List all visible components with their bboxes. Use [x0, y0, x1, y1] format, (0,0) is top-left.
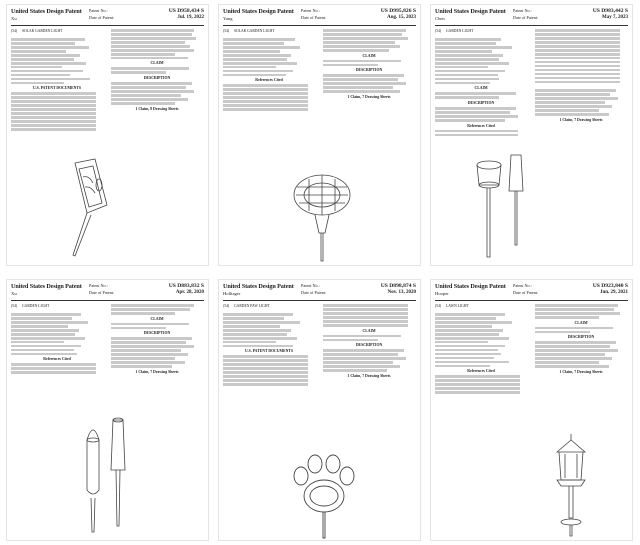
bibliographic-text	[223, 313, 315, 347]
description-heading: DESCRIPTION	[355, 68, 383, 73]
bibliographic-text	[223, 38, 315, 76]
right-column	[323, 29, 415, 101]
figure-caption: 1 Claim, 7 Drawing Sheets	[559, 117, 603, 122]
patent-number: US D923,840 S	[592, 283, 628, 289]
right-column	[535, 29, 627, 124]
header-rule	[435, 25, 628, 26]
patent-page-5	[218, 279, 421, 541]
inventor-name: Yang	[223, 16, 233, 21]
left-column	[223, 304, 315, 387]
garden-light-drawing	[67, 410, 167, 538]
patent-header	[435, 283, 628, 299]
patent-no-label: Patent No.:	[301, 283, 320, 288]
patent-no-label: Patent No.:	[89, 283, 108, 288]
patent-header	[435, 8, 628, 24]
patent-date: Apr. 28, 2020	[175, 290, 204, 295]
description-text	[111, 337, 203, 367]
left-column	[11, 29, 103, 132]
patent-office-title: United States Design Patent	[223, 283, 294, 290]
patent-header	[223, 283, 416, 299]
patent-no-label: Patent No.:	[89, 8, 108, 13]
reference-list	[11, 363, 103, 374]
inventor-name: Chen	[435, 16, 445, 21]
header-rule	[435, 300, 628, 301]
header-rule	[223, 25, 416, 26]
patent-office-title: United States Design Patent	[435, 8, 506, 15]
date-label: Date of Patent:	[513, 15, 539, 20]
patent-date: Jul. 19, 2022	[177, 15, 204, 20]
patent-title: (54) GARDEN PAW LIGHT	[223, 304, 270, 308]
patent-header	[11, 8, 204, 24]
abstract-text	[323, 29, 415, 52]
header-rule	[223, 300, 416, 301]
patent-date: Nov. 13, 2020	[387, 290, 416, 295]
claim-heading: CLAIM	[574, 320, 588, 325]
reference-list	[11, 92, 103, 130]
patent-office-title: United States Design Patent	[435, 283, 506, 290]
description-heading: DESCRIPTION	[467, 101, 495, 105]
right-column	[111, 304, 203, 376]
description-heading: DESCRIPTION	[567, 335, 595, 340]
header-rule	[11, 25, 204, 26]
claim-heading: CLAIM	[362, 328, 376, 333]
patent-page-4	[6, 279, 209, 541]
description-text	[435, 107, 527, 122]
patent-number: US D983,442 S	[592, 8, 628, 14]
paw-light-drawing	[279, 448, 369, 540]
figure-caption: 1 Claim, 7 Drawing Sheets	[559, 369, 603, 374]
bibliographic-text	[11, 313, 103, 355]
patent-page-2	[218, 4, 421, 266]
inventor-name: Xu	[11, 291, 17, 296]
description-heading: DESCRIPTION	[355, 343, 383, 348]
patent-office-title: United States Design Patent	[223, 8, 294, 15]
right-column	[111, 29, 203, 113]
left-column	[435, 29, 527, 138]
abstract-text	[111, 29, 203, 59]
figure-caption: 1 Claim, 7 Drawing Sheets	[347, 373, 391, 378]
references-heading: References Cited	[467, 123, 495, 128]
garden-light-drawing	[47, 155, 137, 265]
reference-list	[223, 355, 315, 385]
patent-office-title: United States Design Patent	[11, 8, 82, 15]
claim-heading: CLAIM	[474, 86, 488, 91]
description-text	[323, 349, 415, 372]
patent-date: Jun. 29, 2021	[599, 290, 628, 295]
description-heading: DESCRIPTION	[143, 331, 171, 336]
bibliographic-text	[435, 38, 527, 84]
left-column	[435, 304, 527, 395]
bibliographic-text	[11, 38, 103, 84]
description-heading: DESCRIPTION	[143, 76, 171, 81]
left-column	[11, 304, 103, 375]
reference-list-cont	[323, 304, 415, 327]
patent-title: (54) SOLAR GARDEN LIGHT	[223, 29, 275, 33]
date-label: Date of Patent:	[89, 15, 115, 20]
lawn-light-drawing	[531, 430, 611, 540]
references-heading: References Cited	[43, 357, 71, 362]
patent-header	[11, 283, 204, 299]
inventor-name: Xu	[11, 16, 17, 21]
garden-light-drawing	[461, 145, 551, 263]
us-docs-heading: U.S. PATENT DOCUMENTS	[244, 349, 294, 354]
description-text	[535, 89, 627, 116]
patent-date: May 7, 2023	[602, 15, 628, 20]
references-heading: References Cited	[467, 369, 495, 374]
reference-list	[435, 375, 527, 394]
patent-no-label: Patent No.:	[301, 8, 320, 13]
description-text	[535, 341, 627, 368]
us-docs-heading: U.S. PATENT DOCUMENTS	[32, 86, 82, 91]
left-column	[223, 29, 315, 112]
right-column	[323, 304, 415, 380]
figure-caption: 1 Claim, 7 Drawing Sheets	[135, 369, 179, 374]
patent-title: (54) GARDEN LIGHT	[435, 29, 474, 33]
abstract-text	[535, 304, 627, 319]
claim-heading: CLAIM	[150, 316, 164, 321]
right-column	[535, 304, 627, 376]
description-text	[111, 82, 203, 105]
date-label: Date of Patent:	[301, 290, 327, 295]
patent-no-label: Patent No.:	[513, 283, 532, 288]
abstract-text	[111, 304, 203, 315]
patent-office-title: United States Design Patent	[11, 283, 82, 290]
bibliographic-text	[435, 313, 527, 367]
patent-page-3	[430, 4, 633, 266]
figure-caption: 1 Claim, 8 Drawing Sheets	[135, 106, 179, 111]
patent-no-label: Patent No.:	[513, 8, 532, 13]
patent-number: US D898,874 S	[380, 283, 416, 289]
patent-number: US D883,832 S	[168, 283, 204, 289]
header-rule	[11, 300, 204, 301]
patent-number: US D958,434 S	[168, 8, 204, 14]
figure-caption: 1 Claim, 7 Drawing Sheets	[347, 94, 391, 99]
patent-title: (54) SOLAR GARDEN LIGHT	[11, 29, 63, 33]
patent-header	[223, 8, 416, 24]
patent-page-6	[430, 279, 633, 541]
claim-heading: CLAIM	[362, 53, 376, 58]
date-label: Date of Patent:	[301, 15, 327, 20]
garden-light-drawing	[277, 165, 367, 265]
date-label: Date of Patent:	[89, 290, 115, 295]
patent-title: (54) LAWN LIGHT	[435, 304, 469, 308]
patent-title: (54) GARDEN LIGHT	[11, 304, 50, 308]
date-label: Date of Patent:	[513, 290, 539, 295]
reference-list	[535, 29, 627, 83]
references-heading: References Cited	[255, 78, 283, 83]
patent-page-1	[6, 4, 209, 266]
inventor-name: Holliager	[223, 291, 241, 296]
reference-list	[223, 84, 315, 111]
inventor-name: Hooper	[435, 291, 449, 296]
description-text	[323, 74, 415, 93]
patent-number: US D995,826 S	[380, 8, 416, 14]
claim-heading: CLAIM	[150, 61, 164, 66]
patent-date: Aug. 15, 2023	[387, 15, 416, 20]
